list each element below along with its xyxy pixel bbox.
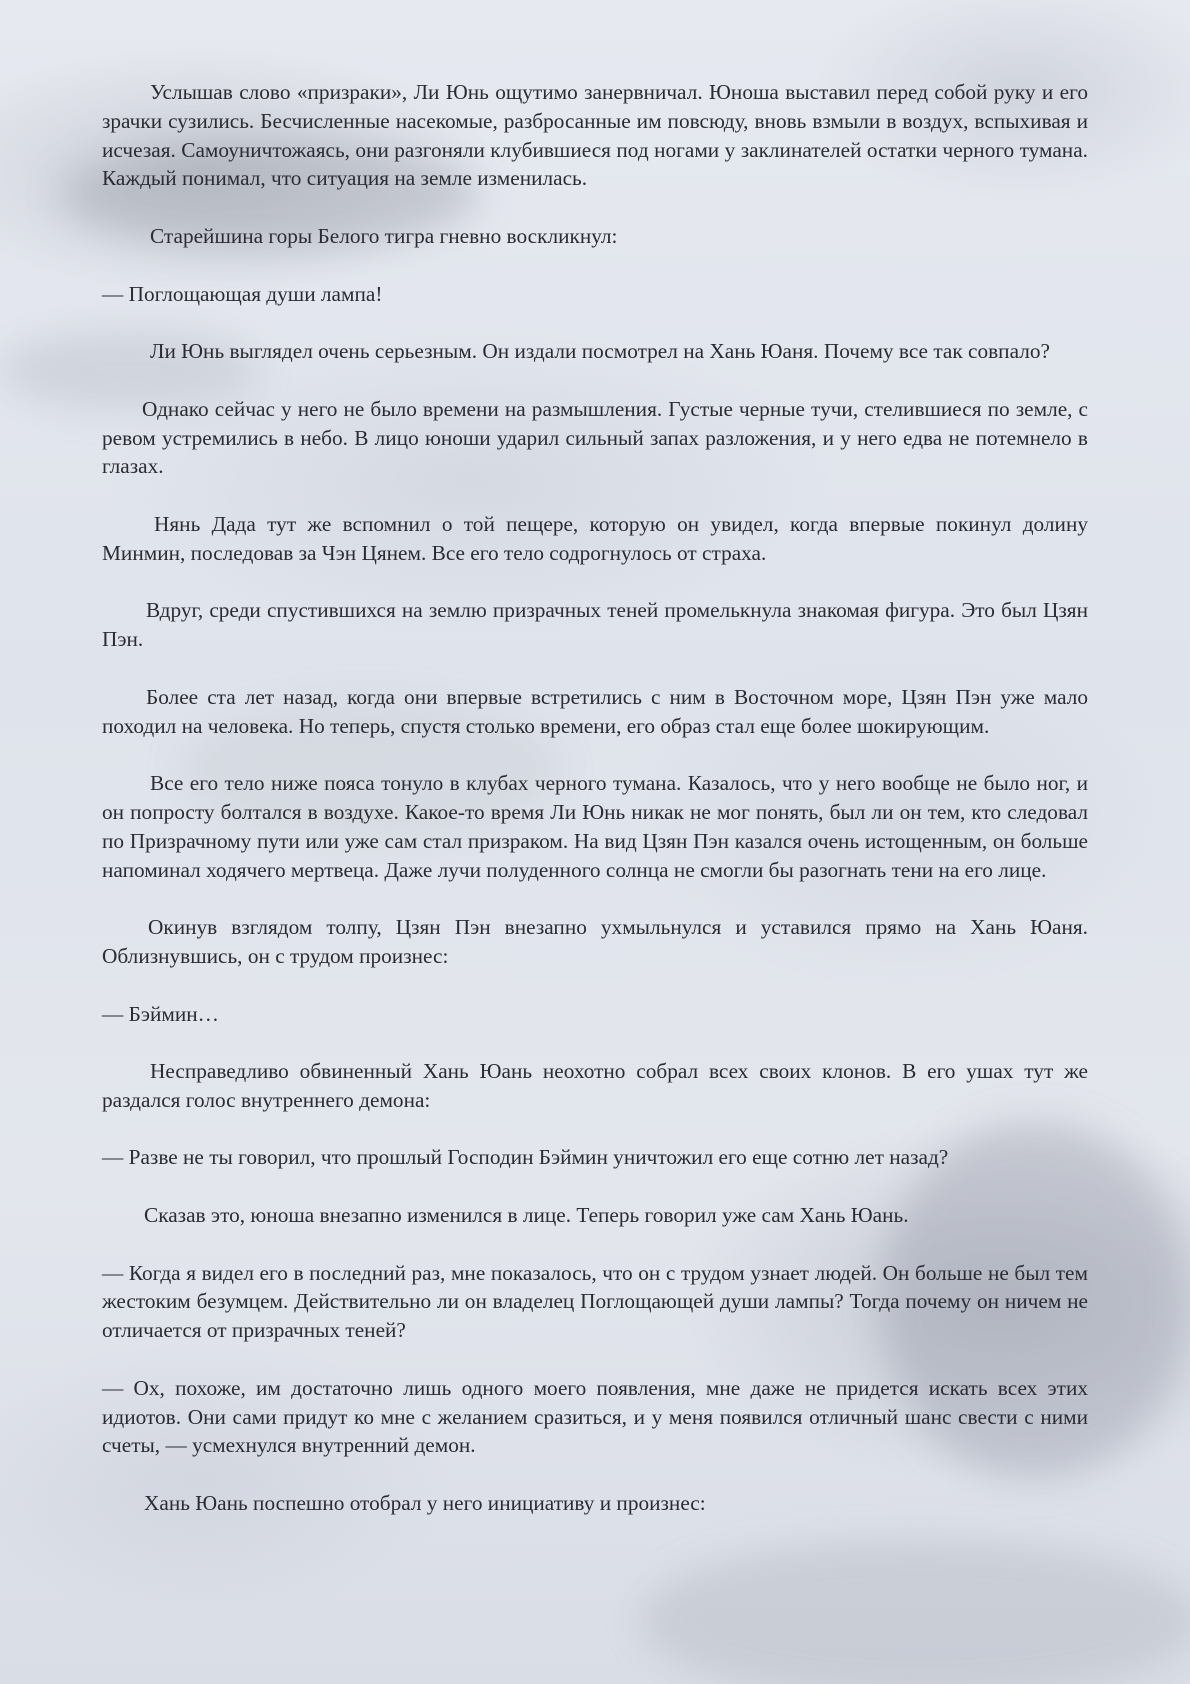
paragraph: Однако сейчас у него не было времени на размышления. Густые черные тучи, стелившиеся по земле, с ревом устремились в небо. В лицо юноши ударил сильный запах разложения, и у него едва не потемнело в глазах. <box>102 396 1088 479</box>
paragraph: Все его тело ниже пояса тонуло в клубах черного тумана. Казалось, что у него вообще не было ног, и он попросту болтался в воздухе. Какое-то время Ли Юнь никак не мог понять, был ли он тем, кто следовал по Призрачному пути или уже сам стал призраком. На вид Цзян Пэн казался очень истощенным, он больше напоминал ходячего мертвеца. Даже лучи полуденного солнца не смогли бы разогнать тени на его лице. <box>102 771 1088 882</box>
paragraph: Вдруг, среди спустившихся на землю призрачных теней промелькнула знакомая фигура. Это был Цзян Пэн. <box>102 598 1088 652</box>
dialogue-line: — Ох, похоже, им достаточно лишь одного моего появления, мне даже не придется искать всех этих идиотов. Они сами придут ко мне с желанием сразиться, и у меня появился отличный шанс свести с ними счеты, — усмехнулся внутренний демон. <box>102 1375 1088 1458</box>
paragraph: Более ста лет назад, когда они впервые встретились с ним в Восточном море, Цзян Пэн уже мало походил на человека. Но теперь, спустя столько времени, его образ стал еще более шокирующим. <box>102 684 1088 738</box>
paragraph: Нянь Дада тут же вспомнил о той пещере, которую он увидел, когда впервые покинул долину Минмин, последовав за Чэн Цянем. Все его тело содрогнулось от страха. <box>102 511 1088 565</box>
paragraph: Несправедливо обвиненный Хань Юань неохотно собрал всех своих клонов. В его ушах тут же раздался голос внутреннего демона: <box>102 1059 1088 1112</box>
paragraph: Хань Юань поспешно отобрал у него инициативу и произнес: <box>144 1491 706 1516</box>
dialogue-line: — Когда я видел его в последний раз, мне показалось, что он с трудом узнает людей. Он больше не был тем жестоким безумцем. Действительно ли он владелец Поглощающей души лампы? Тогда почему он ничем не отличается от призрачных теней? <box>102 1260 1088 1343</box>
dialogue-line: — Разве не ты говорил, что прошлый Господин Бэймин уничтожил его еще сотню лет назад? <box>102 1145 949 1170</box>
paragraph: Старейшина горы Белого тигра гневно воскликнул: <box>150 223 618 248</box>
paragraph: Ли Юнь выглядел очень серьезным. Он издали посмотрел на Хань Юаня. Почему все так совпало? <box>150 339 1050 364</box>
paragraph: Окинув взглядом толпу, Цзян Пэн внезапно ухмыльнулся и уставился прямо на Хань Юаня. Облизнувшись, он с трудом произнес: <box>102 915 1088 968</box>
paragraph: Услышав слово «призраки», Ли Юнь ощутимо занервничал. Юноша выставил перед собой руку и его зрачки сузились. Бесчисленные насекомые, разбросанные им повсюду, вновь взмыли в воздух, вспыхивая и исчезая. Самоуничтожаясь, они разгоняли клубившиеся под ногами у заклинателей остатки черного тумана. Каждый понимал, что ситуация на земле изменилась. <box>102 80 1088 191</box>
ink-wash-decoration <box>640 1540 1190 1684</box>
dialogue-line: — Поглощающая души лампа! <box>102 281 383 306</box>
dialogue-line: — Бэймин… <box>102 1001 219 1026</box>
document-body <box>102 78 1088 1547</box>
paragraph: Сказав это, юноша внезапно изменился в лице. Теперь говорил уже сам Хань Юань. <box>144 1203 909 1228</box>
